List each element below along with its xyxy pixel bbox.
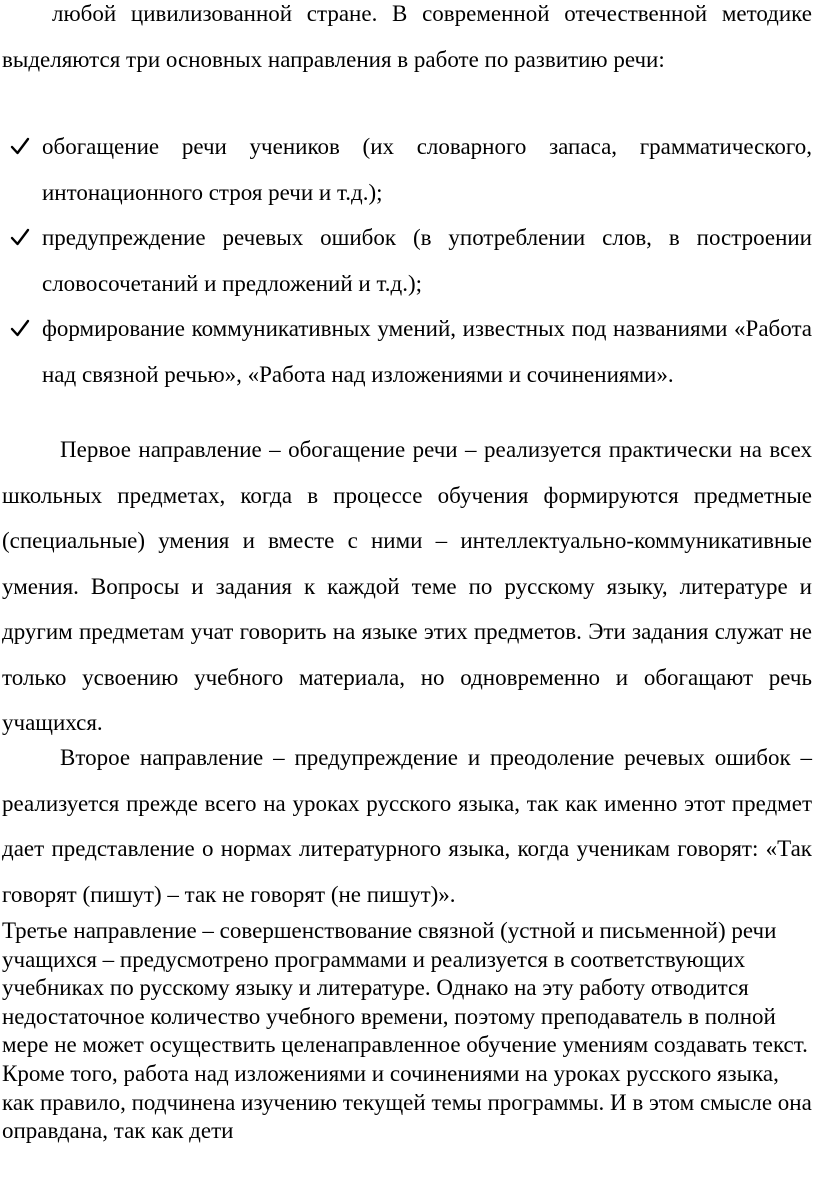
directions-list (2, 124, 812, 397)
list-item (2, 124, 812, 215)
intro-text: любой цивилизованной стране. В современной отечественной методике выделяются три основных направления в работе по развитию речи: (2, 1, 812, 72)
list-item-text: формирование коммуникативных умений, известных под названиями «Работа над связной речью», «Работа над изложениями и сочинениями». (42, 316, 812, 387)
checkmark-icon (10, 215, 32, 260)
paragraph-second-direction: Второе направление – предупреждение и преодоление речевых ошибок – реализуется прежде всего на уроках русского языка, так как именно этот предмет дает представление о нормах литературного языка, когда ученикам говорят: «Так говорят (пишут) – так не говорят (не пишут)». (2, 745, 812, 907)
checkmark-icon (10, 306, 32, 351)
paragraph-first-direction: Первое направление – обогащение речи – реализуется практически на всех школьных предметах, когда в процессе обучения формируются предметные (специальные) умения и вместе с ними – интеллектуально-коммуникативные умения. Вопросы и задания к каждой теме по русскому языку, литературе и другим предметам учат говорить на языке этих предметов. Эти задания служат не только усвоению учебного материала, но одновременно и обогащают речь учащихся. (2, 437, 812, 735)
intro-paragraph (2, 0, 812, 82)
paragraph-third-direction: Третье направление – совершенствование связной (устной и письменной) речи учащихся – предусмотрено программами и реализуется в соответствующих учебниках по русскому языку и литературе. Однако на эту работу отводится недостаточное количество учебного времени, поэтому преподаватель в полной мере не может осуществить целенаправленное обучение умениям создавать текст. Кроме того, работа над изложениями и сочинениями на уроках русского языка, как правило, подчинена изучению текущей темы программы. И в этом смысле она оправдана, так как дети (2, 918, 812, 1144)
list-item (2, 215, 812, 306)
list-item-text: предупреждение речевых ошибок (в употреблении слов, в построении словосочетаний и предложений и т.д.); (42, 225, 812, 296)
checkmark-icon (10, 124, 32, 169)
list-item (2, 306, 812, 397)
list-item-text: обогащение речи учеников (их словарного запаса, грамматического, интонационного строя речи и т.д.); (42, 134, 812, 205)
